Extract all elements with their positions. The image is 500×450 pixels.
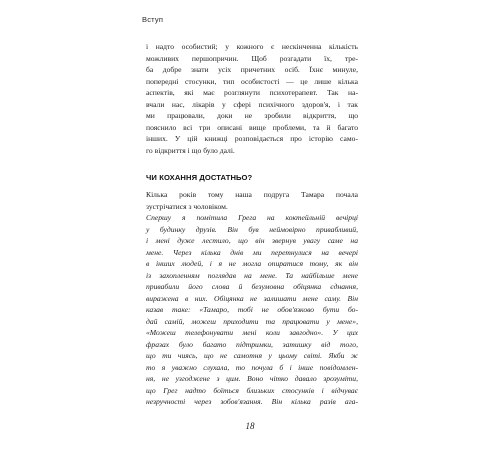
quote-line: що ти чиясь, що не самотня у цьому світі. Якби ж bbox=[146, 351, 358, 360]
quote-line: мене. Через кілька днів ми перетнулися на вечері bbox=[146, 247, 358, 257]
quote-line: фразах було багато підтримки, затишку від того, bbox=[146, 339, 358, 349]
quote-line: казав таке: «Тамаро, тобі не обов'язково бути бо- bbox=[146, 305, 358, 314]
quote-line: Спершу я помітила Грега на коктейльній вечірці bbox=[146, 213, 358, 222]
text-line: пояснило всі три описані вище проблеми, та й багато bbox=[146, 122, 358, 132]
quote-line: «Можеш телефонувати мені коли завгодно». У цих bbox=[146, 328, 358, 337]
text-line: Кілька років тому наша подруга Тамара почала bbox=[146, 190, 358, 199]
quote-line: ня, не узгоджене з цим. Воно чітко давало зрозуміти, bbox=[146, 374, 358, 383]
opening-paragraph bbox=[146, 189, 358, 212]
running-head: Вступ bbox=[142, 15, 164, 24]
text-line: інших. У цій книжці розповідається про історію само- bbox=[146, 134, 358, 143]
text-line: вчали нас, лікарів у сфері психічного здоров'я, і так bbox=[146, 99, 358, 109]
quote-line: дай самій, можеш приходити та працювати у мене», bbox=[146, 316, 358, 326]
page-number: 18 bbox=[245, 421, 255, 431]
text-line: го відкриття і що було далі. bbox=[146, 145, 235, 155]
text-line: і надто особистий; у кожного є нескінченна кількість bbox=[146, 42, 358, 51]
quote-line: привабили його слова й безумовна обіцянка єднання, bbox=[146, 282, 358, 291]
text-line: попередні стосунки, тип особистості — це лише кілька bbox=[146, 76, 358, 86]
text-line: зустрічатися з чоловіком. bbox=[146, 201, 228, 211]
text-line: аспектів, які має розглянути психотерапевт. Так на- bbox=[146, 88, 358, 97]
quote-line: в інших людей, і я не могла опиратися тому, як він bbox=[146, 259, 358, 268]
text-line: ба добре знати усіх причетних осіб. Їхнє минуле, bbox=[146, 65, 358, 74]
quote-line: незручності через зобов'язання. Він кілька разів ага- bbox=[146, 397, 358, 406]
text-line: ми працювали, доки не зробили відкриття, що bbox=[146, 111, 358, 120]
quote-line: у будинку друзів. Він був неймовірно привабливий, bbox=[146, 224, 358, 234]
quote-line: що Грег надто боїться близьких стосунків і відчуває bbox=[146, 385, 358, 395]
quote-line: із захопленням поглядав на мене. Та найбільше мене bbox=[146, 270, 358, 280]
quote-line: і мені дуже лестило, що він звернув увагу саме на bbox=[146, 236, 358, 245]
intro-paragraph bbox=[146, 41, 358, 156]
section-heading: ЧИ КОХАННЯ ДОСТАТНЬО? bbox=[146, 173, 253, 182]
text-line: можливих першопричин. Щоб розгадати їх, тре- bbox=[146, 53, 358, 63]
quote-line: виражена в них. Обіцянка не залишати мене саму. Він bbox=[146, 293, 358, 303]
quote-paragraph bbox=[146, 212, 358, 408]
quote-line: то я уважно слухала, то почула б і інше повідомлен- bbox=[146, 362, 358, 372]
